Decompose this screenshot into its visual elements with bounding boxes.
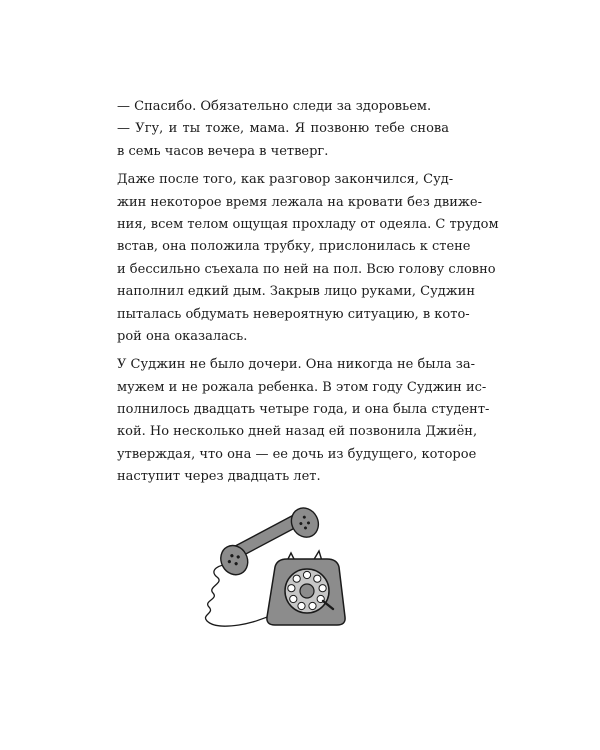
text-line: мужем и не рожала ребенка. В этом году Суджин ис- xyxy=(117,379,487,395)
paragraph xyxy=(117,96,449,118)
text-line: наполнил едкий дым. Закрыв лицо руками, Суджин xyxy=(117,284,476,300)
paragraph xyxy=(117,118,449,163)
text-line: полнилось двадцать четыре года, и она была студент- xyxy=(117,402,490,418)
paragraph xyxy=(117,354,490,488)
text-line: рой она оказалась. xyxy=(117,328,248,344)
paragraph xyxy=(117,169,499,348)
text-line: Даже после того, как разговор закончился, Суд- xyxy=(117,172,454,188)
text-line: в семь часов вечера в четверг. xyxy=(117,143,329,159)
text-line: наступит через двадцать лет. xyxy=(117,469,321,485)
text-line: и бессильно съехала по ней на пол. Всю голову словно xyxy=(117,261,496,277)
text-line: кой. Но несколько дней назад ей позвонила Джиён, xyxy=(117,424,478,440)
text-line: ния, всем телом ощущая прохладу от одеяла. С трудом xyxy=(117,216,499,232)
text-line: утверждая, что она — ее дочь из будущего, которое xyxy=(117,446,477,462)
text-line: У Суджин не было дочери. Она никогда не была за- xyxy=(117,357,476,373)
text-line: встав, она положила трубку, прислонилась к стене xyxy=(117,239,471,255)
text-line: жин некоторое время лежала на кровати без движе- xyxy=(117,194,482,210)
text-line: — Спасибо. Обязательно следи за здоровьем. xyxy=(117,99,432,114)
rotary-telephone-icon xyxy=(195,487,355,637)
text-line: пыталась обдумать невероятную ситуацию, в кото- xyxy=(117,306,470,322)
text-line: — Угу, и ты тоже, мама. Я позвоню тебе снова xyxy=(117,121,449,137)
text-block xyxy=(117,96,499,489)
